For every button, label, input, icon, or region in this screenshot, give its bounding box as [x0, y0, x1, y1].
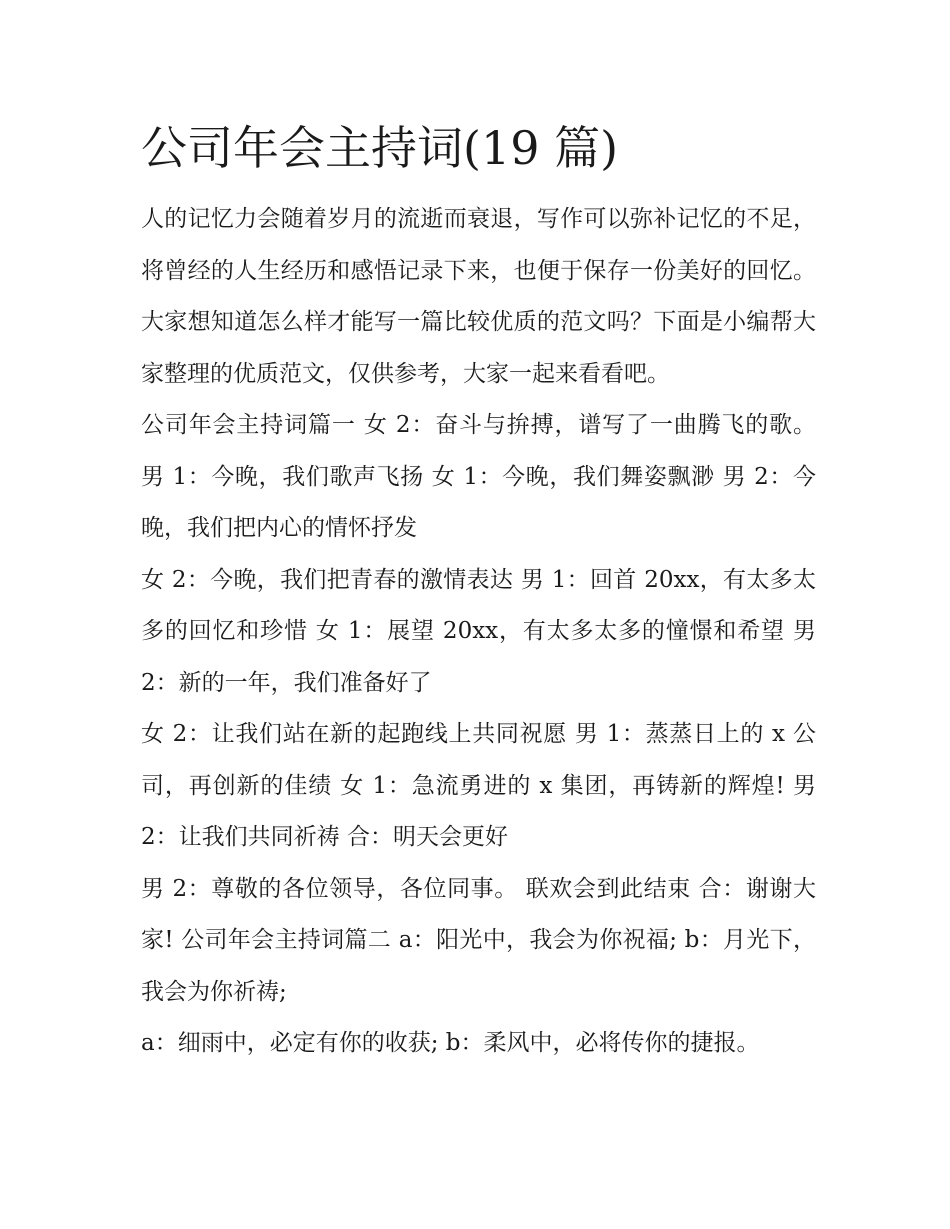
- script-paragraph-3: 女 2：让我们站在新的起跑线上共同祝愿 男 1：蒸蒸日上的 x 公司，再创新的佳绩 女 1：急流勇进的 x 集团，再铸新的辉煌! 男 2：让我们共同祈祷 合：明天会更好: [141, 721, 816, 850]
- script-paragraph-1: 公司年会主持词篇一 女 2：奋斗与拚搏，谱写了一曲腾飞的歌。 男 1：今晚，我们歌声飞扬 女 1：今晚，我们舞姿飘渺 男 2：今晚，我们把内心的情怀抒发: [141, 412, 816, 541]
- document-title: 公司年会主持词(19 篇): [141, 121, 619, 175]
- intro-paragraph: 人的记忆力会随着岁月的流逝而衰退，写作可以弥补记忆的不足，将曾经的人生经历和感悟记录下来，也便于保存一份美好的回忆。大家想知道怎么样才能写一篇比较优质的范文吗？下面是小编帮大家整理的优质范文，仅供参考，大家一起来看看吧。: [141, 206, 816, 387]
- script-paragraph-5: a：细雨中，必定有你的收获; b：柔风中，必将传你的捷报。: [141, 1030, 760, 1056]
- document-page: [141, 112, 816, 1070]
- script-paragraph-2: 女 2：今晚，我们把青春的激情表达 男 1：回首 20xx，有太多太多的回忆和珍惜 女 1：展望 20xx，有太多太多的憧憬和希望 男 2：新的一年，我们准备好了: [141, 566, 816, 696]
- script-paragraph-4: 男 2：尊敬的各位领导，各位同事。 联欢会到此结束 合：谢谢大家! 公司年会主持词篇二 a：阳光中，我会为你祝福; b：月光下，我会为你祈祷;: [141, 875, 816, 1005]
